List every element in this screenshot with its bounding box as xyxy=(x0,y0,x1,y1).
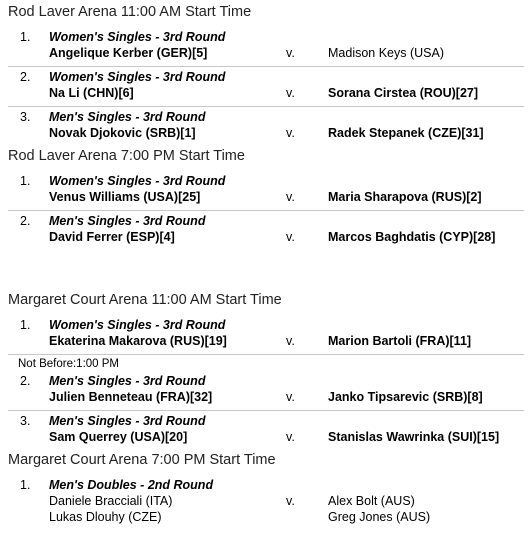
player-one: Julien Benneteau (FRA)[32] xyxy=(49,390,213,404)
player-one: Novak Djokovic (SRB)[1] xyxy=(49,126,196,140)
match-event: Men's Singles - 3rd Round xyxy=(49,110,206,124)
player-two: Stanislas Wawrinka (SUI)[15] xyxy=(328,430,500,444)
versus-label: v. xyxy=(286,494,295,508)
versus-label: v. xyxy=(286,430,295,444)
match-row xyxy=(0,214,531,248)
row-divider xyxy=(8,210,524,211)
player-two: Marion Bartoli (FRA)[11] xyxy=(328,334,472,348)
match-number: 3. xyxy=(20,414,31,428)
player-one: Angelique Kerber (GER)[5] xyxy=(49,46,208,60)
player-two: Maria Sharapova (RUS)[2] xyxy=(328,190,482,204)
player-one: Sam Querrey (USA)[20] xyxy=(49,430,188,444)
not-before-note: Not Before:1:00 PM xyxy=(18,358,119,370)
match-row xyxy=(0,318,531,352)
match-row xyxy=(0,478,531,528)
match-number: 1. xyxy=(20,478,31,492)
match-number: 1. xyxy=(20,30,31,44)
player-one: David Ferrer (ESP)[4] xyxy=(49,230,175,244)
versus-label: v. xyxy=(286,390,295,404)
match-event: Women's Singles - 3rd Round xyxy=(49,174,226,188)
row-divider xyxy=(8,410,524,411)
match-row xyxy=(0,414,531,448)
player-two-partner: Greg Jones (AUS) xyxy=(328,510,431,524)
player-one: Venus Williams (USA)[25] xyxy=(49,190,201,204)
player-one: Na Li (CHN)[6] xyxy=(49,86,134,100)
match-event: Men's Singles - 3rd Round xyxy=(49,374,206,388)
match-event: Women's Singles - 3rd Round xyxy=(49,30,226,44)
player-one-partner: Lukas Dlouhy (CZE) xyxy=(49,510,162,524)
match-row xyxy=(0,374,531,408)
player-two: Sorana Cirstea (ROU)[27] xyxy=(328,86,479,100)
match-number: 2. xyxy=(20,70,31,84)
match-number: 3. xyxy=(20,110,31,124)
versus-label: v. xyxy=(286,334,295,348)
match-event: Men's Singles - 3rd Round xyxy=(49,414,206,428)
versus-label: v. xyxy=(286,86,295,100)
match-number: 1. xyxy=(20,318,31,332)
match-number: 1. xyxy=(20,174,31,188)
player-two: Alex Bolt (AUS) xyxy=(328,494,415,508)
row-divider xyxy=(8,106,524,107)
player-one: Daniele Bracciali (ITA) xyxy=(49,494,173,508)
match-row xyxy=(0,70,531,104)
session-title: Margaret Court Arena 11:00 AM Start Time xyxy=(8,292,282,308)
match-event: Women's Singles - 3rd Round xyxy=(49,70,226,84)
versus-label: v. xyxy=(286,126,295,140)
match-row xyxy=(0,30,531,64)
versus-label: v. xyxy=(286,230,295,244)
session-title: Margaret Court Arena 7:00 PM Start Time xyxy=(8,452,276,468)
versus-label: v. xyxy=(286,46,295,60)
session-title: Rod Laver Arena 11:00 AM Start Time xyxy=(8,4,252,20)
player-two: Radek Stepanek (CZE)[31] xyxy=(328,126,484,140)
match-event: Men's Doubles - 2nd Round xyxy=(49,478,214,492)
match-event: Men's Singles - 3rd Round xyxy=(49,214,206,228)
match-event: Women's Singles - 3rd Round xyxy=(49,318,226,332)
match-row xyxy=(0,110,531,144)
match-number: 2. xyxy=(20,214,31,228)
match-row xyxy=(0,174,531,208)
player-two: Janko Tipsarevic (SRB)[8] xyxy=(328,390,483,404)
session-title: Rod Laver Arena 7:00 PM Start Time xyxy=(8,148,245,164)
row-divider xyxy=(8,354,524,355)
player-two: Madison Keys (USA) xyxy=(328,46,445,60)
player-one: Ekaterina Makarova (RUS)[19] xyxy=(49,334,227,348)
player-two: Marcos Baghdatis (CYP)[28] xyxy=(328,230,496,244)
row-divider xyxy=(8,66,524,67)
versus-label: v. xyxy=(286,190,295,204)
match-number: 2. xyxy=(20,374,31,388)
